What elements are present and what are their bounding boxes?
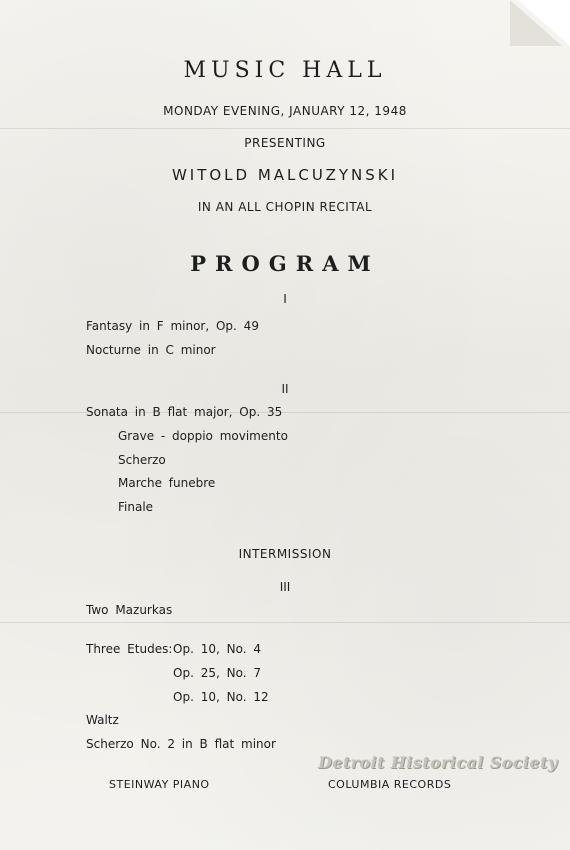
program-item: Scherzo No. 2 in B flat minor bbox=[86, 737, 276, 751]
watermark-logo: Detroit Historical Society bbox=[318, 753, 558, 772]
paper-crease bbox=[0, 128, 570, 129]
venue-title: MUSIC HALL bbox=[183, 58, 387, 83]
sonata-movement: Grave - doppio movimento bbox=[118, 429, 288, 443]
footer-sponsor-left: STEINWAY PIANO bbox=[109, 778, 210, 791]
program-item: Fantasy in F minor, Op. 49 bbox=[86, 319, 259, 333]
etude-opus: Op. 10, No. 12 bbox=[173, 690, 269, 704]
etude-opus: Op. 25, No. 7 bbox=[173, 666, 261, 680]
sonata-title: Sonata in B flat major, Op. 35 bbox=[86, 405, 283, 419]
part-two-numeral: II bbox=[281, 382, 289, 396]
recital-description: IN AN ALL CHOPIN RECITAL bbox=[197, 200, 373, 214]
part-one-numeral: I bbox=[283, 292, 287, 306]
event-date: MONDAY EVENING, JANUARY 12, 1948 bbox=[163, 104, 407, 118]
etude-opus: Op. 10, No. 4 bbox=[173, 642, 261, 656]
program-item: Two Mazurkas bbox=[86, 603, 173, 617]
part-three-numeral: III bbox=[279, 580, 291, 594]
sonata-movement: Scherzo bbox=[118, 453, 166, 467]
program-item: Nocturne in C minor bbox=[86, 343, 216, 357]
footer-sponsor-right: COLUMBIA RECORDS bbox=[328, 778, 452, 791]
paper-crease bbox=[0, 622, 570, 623]
program-heading: PROGRAM bbox=[190, 251, 380, 276]
presenting-label: PRESENTING bbox=[244, 136, 326, 150]
performer-name: WITOLD MALCUZYNSKI bbox=[171, 166, 399, 184]
sonata-movement: Marche funebre bbox=[118, 476, 216, 490]
intermission-label: INTERMISSION bbox=[238, 547, 332, 561]
program-item: Waltz bbox=[86, 713, 119, 727]
folded-corner bbox=[518, 0, 570, 46]
etudes-label: Three Etudes: bbox=[86, 642, 173, 656]
sonata-movement: Finale bbox=[118, 500, 154, 514]
